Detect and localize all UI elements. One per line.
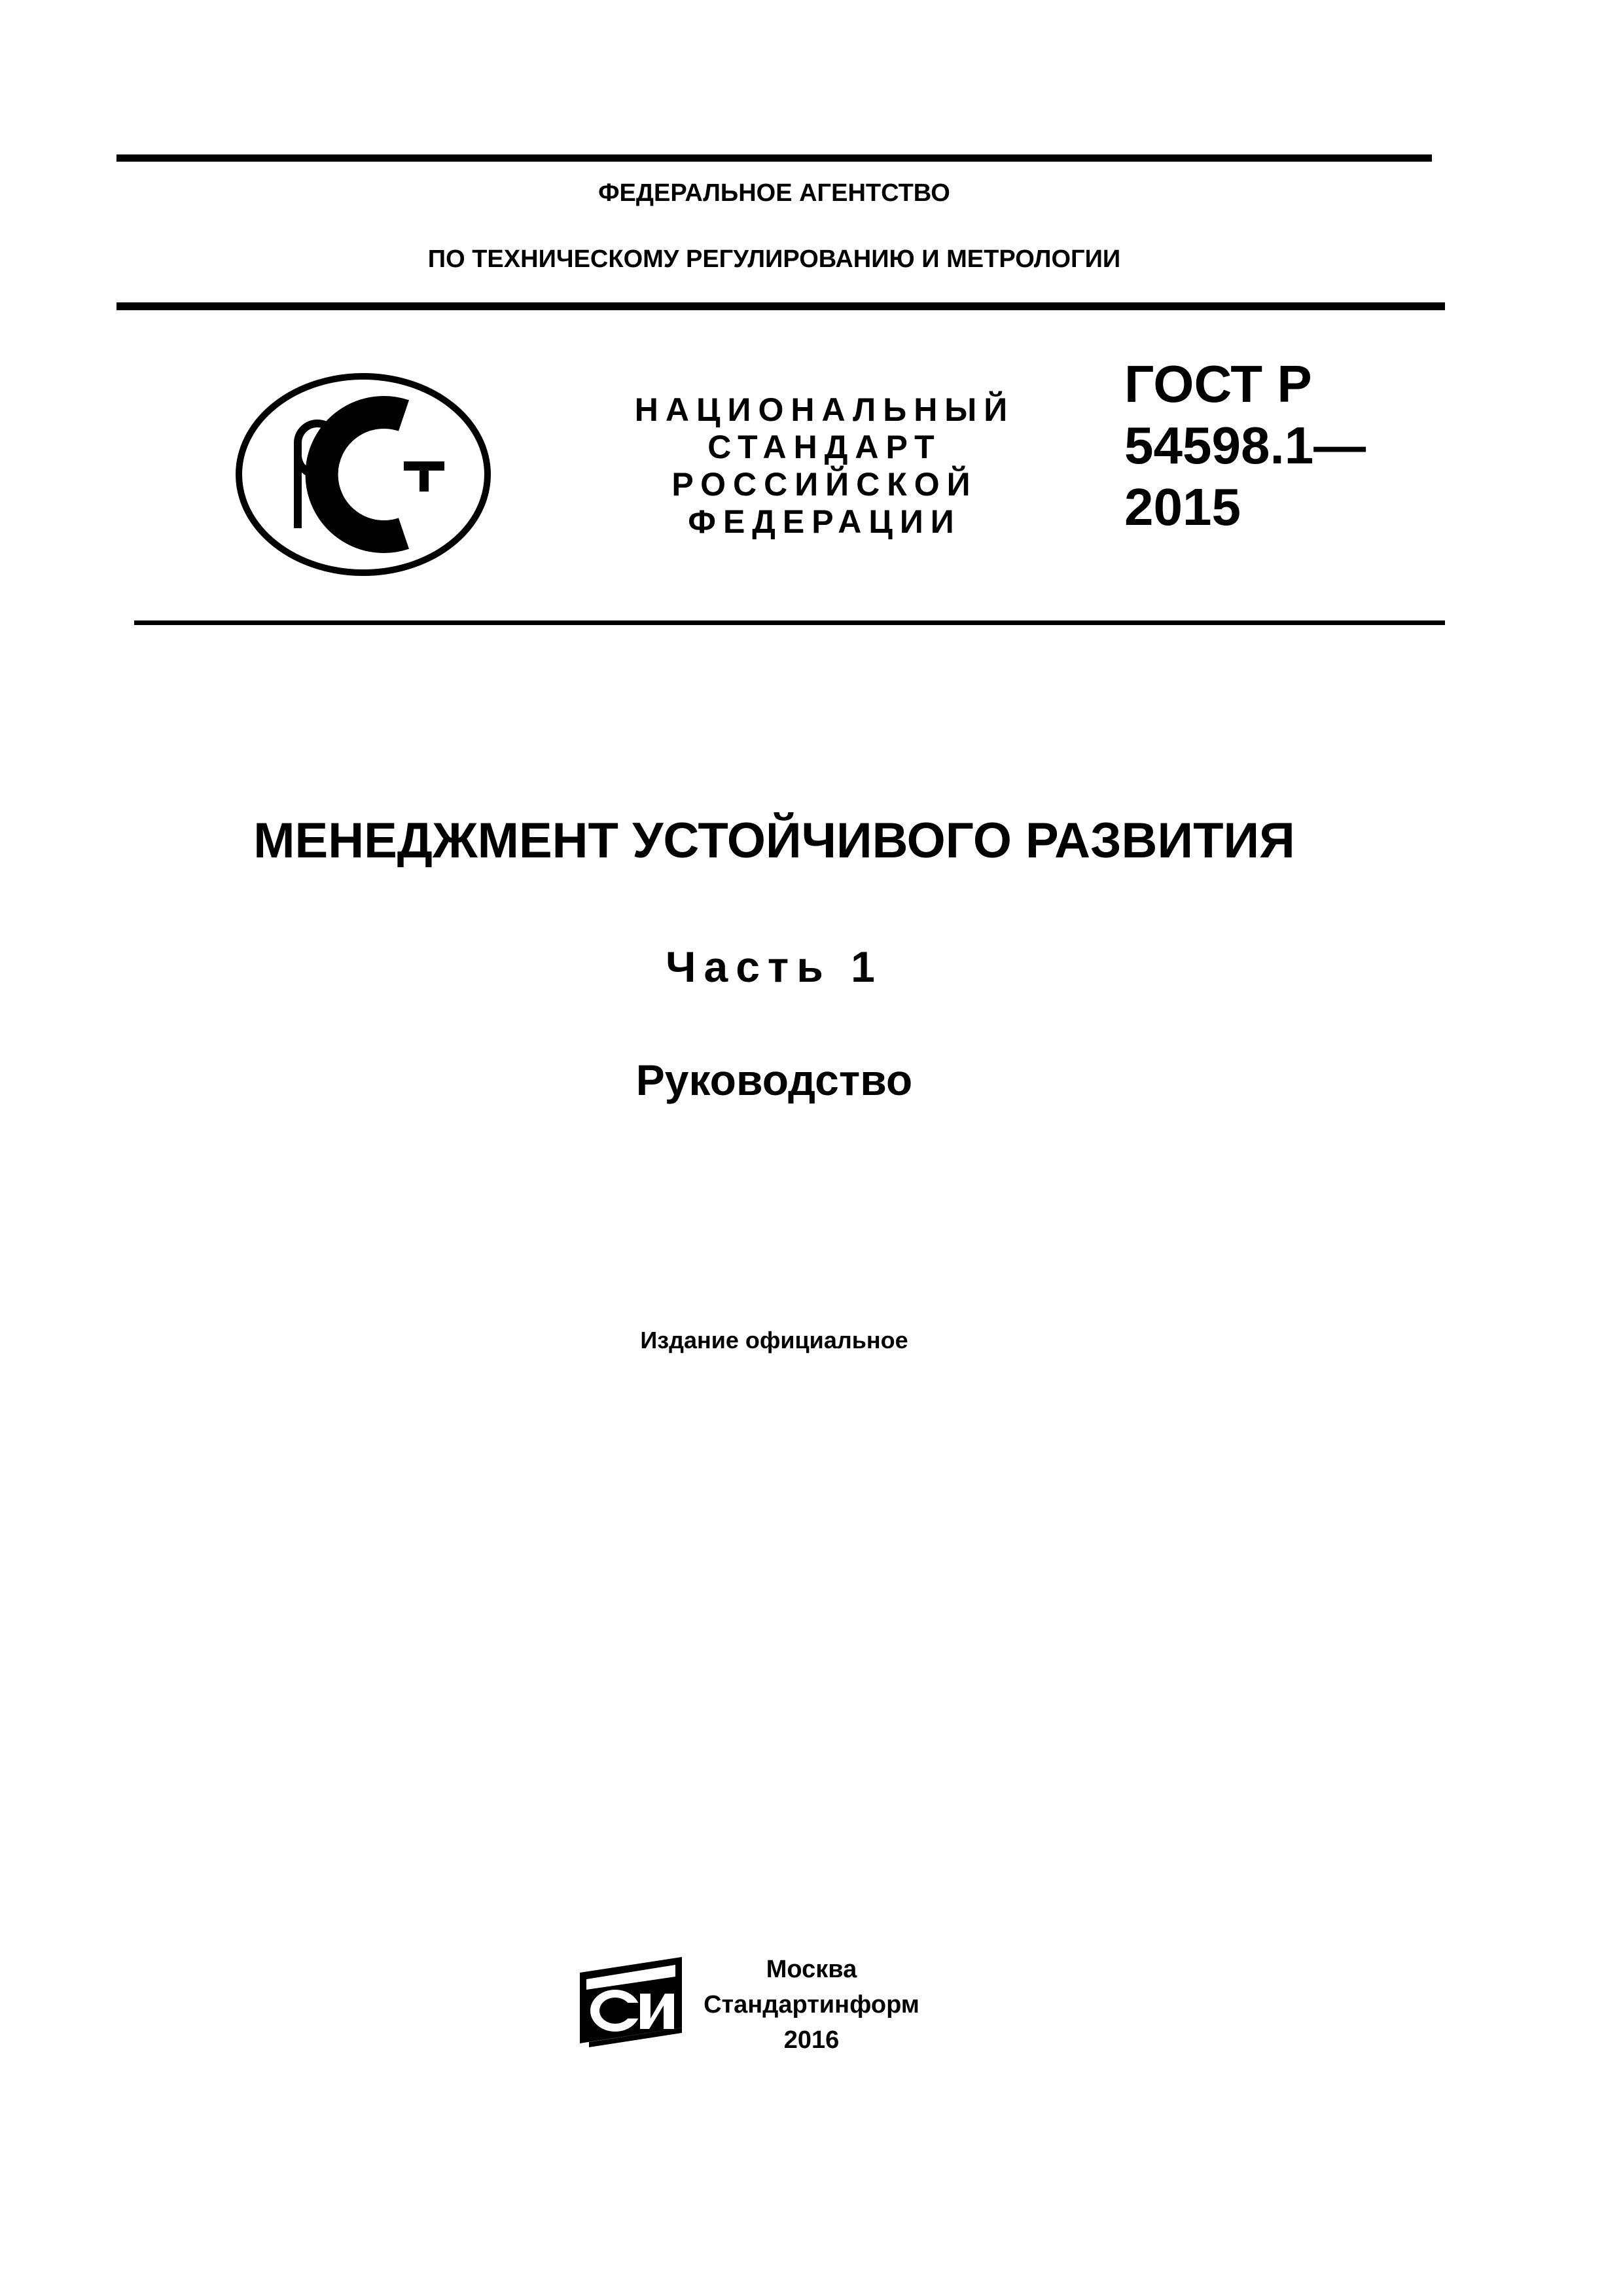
designation-line-3: 2015 bbox=[1124, 478, 1241, 536]
edition-note: Издание официальное bbox=[640, 1327, 908, 1354]
top-rule bbox=[116, 154, 1432, 162]
standard-type-line-4: ФЕДЕРАЦИИ bbox=[688, 503, 961, 540]
designation-line-1: ГОСТ Р bbox=[1124, 355, 1312, 413]
header-bottom-rule bbox=[116, 302, 1445, 310]
publisher-name: Стандартинформ bbox=[704, 1991, 919, 2018]
standard-type-block bbox=[589, 391, 1060, 541]
standard-type-line-2: СТАНДАРТ bbox=[707, 429, 942, 465]
standard-type-line-3: РОССИЙСКОЙ bbox=[671, 466, 978, 503]
agency-name-line-2: ПО ТЕХНИЧЕСКОМУ РЕГУЛИРОВАНИЮ И МЕТРОЛОГИИ bbox=[427, 245, 1121, 273]
standard-type-line-1: НАЦИОНАЛЬНЫЙ bbox=[634, 391, 1015, 428]
document-part: Часть 1 bbox=[666, 942, 883, 991]
designation-line-2: 54598.1— bbox=[1124, 416, 1366, 475]
publisher-year: 2016 bbox=[783, 2026, 840, 2054]
gost-emblem-logo bbox=[232, 370, 494, 579]
publisher-logo bbox=[577, 1950, 688, 2049]
standard-designation bbox=[1124, 353, 1399, 538]
title-block-rule bbox=[134, 620, 1445, 625]
document-title: МЕНЕДЖМЕНТ УСТОЙЧИВОГО РАЗВИТИЯ bbox=[253, 813, 1295, 869]
publisher-block bbox=[700, 1952, 923, 2058]
document-subtitle: Руководство bbox=[635, 1056, 913, 1104]
publisher-city: Москва bbox=[766, 1956, 857, 1983]
agency-name-line-1: ФЕДЕРАЛЬНОЕ АГЕНТСТВО bbox=[598, 179, 950, 207]
